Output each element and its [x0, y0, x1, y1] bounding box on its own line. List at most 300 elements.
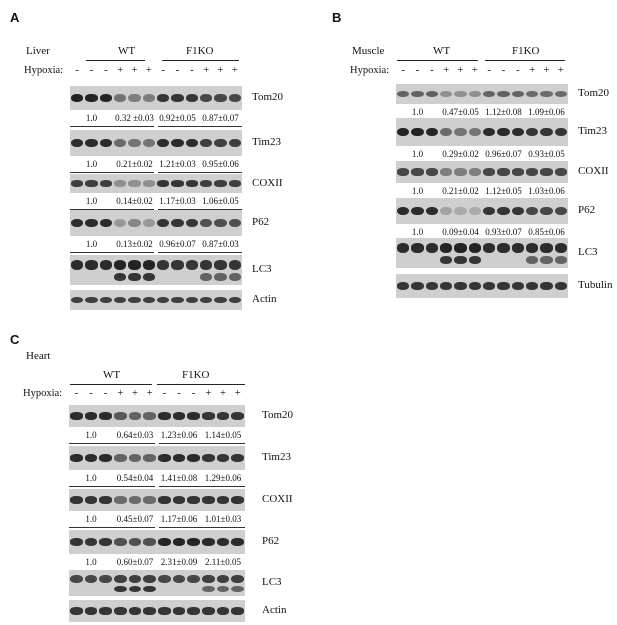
blot-band — [512, 168, 524, 175]
blot-band — [526, 91, 538, 97]
blot-strip-tim23 — [69, 446, 245, 470]
hypoxia-sign: - — [401, 65, 405, 76]
blot-band — [70, 454, 83, 462]
group-underline-wt — [70, 384, 152, 385]
quant-value: 2.31±0.09 — [160, 557, 198, 567]
quant-value: 0.14±0.02 — [116, 196, 153, 206]
blot-band — [85, 496, 98, 503]
blot-band — [454, 168, 466, 175]
group-underline-f1ko — [485, 60, 565, 61]
blot-band-lower — [555, 256, 567, 264]
blot-strip-coxii — [69, 489, 245, 511]
blot-band — [157, 297, 169, 303]
panel-letter: A — [10, 10, 20, 25]
blot-strip-tom20 — [69, 405, 245, 427]
blot-band-lower — [202, 586, 215, 593]
blot-band — [512, 91, 524, 97]
group-underline-f1ko — [157, 384, 245, 385]
protein-label: LC3 — [252, 263, 272, 275]
blot-band — [85, 297, 97, 303]
blot-band — [440, 282, 452, 290]
blot-band — [171, 219, 183, 227]
blot-band — [426, 128, 438, 137]
blot-band — [143, 260, 155, 270]
quant-value: 0.87±0.07 — [202, 113, 239, 123]
quant-value: 0.09±0.04 — [442, 227, 479, 237]
blot-band — [143, 219, 155, 227]
blot-strip-tubulin — [396, 274, 568, 298]
blot-band — [85, 412, 98, 419]
quant-value: 0.64±0.03 — [116, 430, 154, 440]
hypoxia-sign: - — [162, 388, 167, 399]
blot-band — [100, 260, 112, 270]
blot-band — [128, 219, 140, 227]
blot-band — [187, 575, 200, 583]
blot-band — [540, 243, 552, 253]
blot-band — [173, 412, 186, 419]
blot-band — [114, 412, 127, 419]
blot-band — [231, 575, 244, 583]
blot-band — [231, 454, 244, 462]
blot-band-lower — [217, 586, 230, 593]
blot-band — [200, 297, 212, 303]
quant-value: 1.29±0.06 — [204, 473, 242, 483]
quant-value: 0.96±0.07 — [485, 149, 522, 159]
quant-value: 0.45±0.07 — [116, 514, 154, 524]
blot-band — [114, 538, 127, 546]
blot-band — [71, 297, 83, 303]
blot-band — [100, 180, 112, 186]
blot-band — [114, 297, 126, 303]
protein-label: COXII — [252, 176, 283, 189]
hypoxia-sign: - — [89, 65, 94, 76]
blot-band — [214, 139, 226, 147]
quant-value: 1.0 — [85, 196, 98, 206]
blot-band — [229, 297, 241, 303]
blot-band — [143, 412, 156, 419]
blot-band — [426, 282, 438, 290]
blot-band-lower — [114, 586, 127, 593]
group-underline-wt — [86, 60, 145, 61]
blot-band — [70, 575, 83, 583]
hypoxia-sign: - — [89, 388, 93, 399]
blot-band — [85, 260, 97, 270]
blot-band-lower — [469, 256, 481, 264]
quant-value: 1.0 — [85, 514, 97, 524]
blot-band — [186, 260, 198, 270]
blot-strip-p62 — [396, 198, 568, 224]
blot-band — [85, 94, 97, 102]
blot-band — [128, 180, 140, 186]
blot-band — [397, 91, 409, 97]
blot-band — [129, 496, 142, 503]
blot-band — [128, 139, 140, 147]
blot-band — [555, 243, 567, 253]
hypoxia-sign: + — [220, 388, 226, 399]
blot-band — [217, 575, 230, 583]
quant-underline — [70, 172, 154, 173]
blot-band — [231, 496, 244, 503]
blot-band — [426, 168, 438, 175]
tissue-label: Liver — [26, 45, 50, 57]
blot-band — [202, 454, 215, 462]
quant-underline — [159, 527, 245, 528]
hypoxia-sign: + — [443, 65, 450, 76]
quant-value: 1.0 — [411, 186, 424, 196]
blot-band — [512, 243, 524, 253]
quant-value: 1.0 — [85, 557, 97, 567]
quant-value: 1.03±0.06 — [528, 186, 565, 196]
blot-band — [200, 180, 212, 186]
blot-band — [71, 94, 83, 102]
blot-band — [85, 538, 98, 546]
protein-label: Tim23 — [578, 125, 607, 137]
blot-band — [157, 180, 169, 186]
blot-band — [143, 94, 155, 102]
quant-value: 1.0 — [85, 239, 98, 249]
blot-band — [85, 139, 97, 147]
quant-value: 0.47±0.05 — [442, 107, 479, 117]
quant-value: 1.0 — [411, 107, 424, 117]
quant-value: 0.96±0.07 — [159, 239, 196, 249]
blot-band — [202, 575, 215, 583]
quant-underline — [158, 172, 242, 173]
quant-value: 1.17±0.03 — [159, 196, 196, 206]
blot-band — [157, 139, 169, 147]
group-label-f1ko: F1KO — [186, 45, 214, 57]
blot-band — [143, 496, 156, 503]
hypoxia-sign: + — [131, 65, 138, 76]
quant-value: 0.29±0.02 — [442, 149, 479, 159]
blot-band — [114, 139, 126, 147]
blot-band — [186, 180, 198, 186]
blot-band — [217, 496, 230, 503]
quant-value: 1.0 — [411, 149, 424, 159]
blot-band — [143, 454, 156, 462]
blot-band — [512, 128, 524, 137]
blot-band — [143, 139, 155, 147]
blot-band — [114, 260, 126, 270]
blot-band — [143, 607, 156, 614]
quant-underline — [70, 252, 154, 253]
quant-value: 0.93±0.07 — [485, 227, 522, 237]
quant-value: 1.14±0.05 — [204, 430, 242, 440]
protein-label: Tim23 — [252, 136, 281, 148]
blot-band-lower — [440, 256, 452, 264]
blot-strip-tim23 — [396, 118, 568, 146]
blot-band — [129, 412, 142, 419]
group-label-f1ko: F1KO — [182, 369, 210, 381]
quant-value: 0.95±0.06 — [202, 159, 239, 169]
blot-band — [158, 575, 171, 583]
blot-band — [483, 91, 495, 97]
blot-band — [397, 207, 409, 215]
blot-band-lower — [143, 586, 156, 593]
quant-underline — [158, 252, 242, 253]
quant-value: 0.32 ±0.03 — [115, 113, 154, 123]
blot-strip-p62 — [69, 530, 245, 554]
blot-band — [229, 139, 241, 147]
quant-value: 1.41±0.08 — [160, 473, 198, 483]
blot-strip-actin — [70, 290, 242, 310]
hypoxia-sign: - — [74, 388, 79, 399]
group-underline-f1ko — [162, 60, 239, 61]
protein-label: P62 — [262, 535, 280, 547]
hypoxia-sign: + — [205, 388, 212, 399]
blot-band — [526, 243, 538, 253]
hypoxia-sign: + — [145, 65, 152, 76]
blot-band — [171, 180, 183, 186]
blot-band — [483, 128, 495, 137]
blot-band — [397, 243, 409, 253]
blot-band — [128, 260, 140, 270]
quant-value: 0.21±0.02 — [116, 159, 153, 169]
blot-band — [186, 139, 198, 147]
blot-band — [411, 168, 423, 175]
blot-band — [157, 260, 169, 270]
blot-band — [99, 454, 112, 462]
hypoxia-sign: - — [103, 388, 108, 399]
blot-band — [229, 94, 241, 102]
blot-band-lower — [129, 586, 142, 593]
blot-band — [71, 260, 83, 270]
blot-band — [540, 128, 552, 137]
blot-band — [217, 538, 230, 546]
blot-band — [526, 282, 538, 290]
blot-band — [426, 243, 438, 253]
hypoxia-sign: + — [529, 65, 536, 76]
blot-band — [186, 219, 198, 227]
blot-band — [512, 207, 524, 215]
blot-band — [85, 180, 97, 186]
blot-band — [85, 575, 98, 583]
blot-band — [129, 538, 142, 546]
blot-strip-lc3 — [69, 570, 245, 596]
quant-value: 1.21±0.03 — [159, 159, 196, 169]
blot-band — [143, 180, 155, 186]
blot-band — [469, 282, 481, 290]
blot-band — [114, 94, 126, 102]
hypoxia-sign: - — [501, 65, 506, 76]
panel-letter: C — [10, 332, 20, 347]
blot-band — [526, 207, 538, 215]
protein-label: Tom20 — [578, 87, 610, 99]
protein-label: Tubulin — [578, 279, 613, 291]
blot-band — [231, 538, 244, 546]
blot-band — [70, 412, 83, 419]
blot-band — [70, 496, 83, 503]
protein-label: Actin — [252, 293, 277, 305]
quant-underline — [69, 486, 155, 487]
blot-band — [440, 243, 452, 253]
blot-band — [483, 168, 495, 175]
quant-value: 1.0 — [85, 473, 97, 483]
blot-band — [397, 282, 409, 290]
blot-band — [70, 538, 83, 546]
blot-strip-tom20 — [396, 84, 568, 104]
hypoxia-sign: + — [132, 388, 138, 399]
blot-band — [200, 139, 212, 147]
hypoxia-sign: + — [146, 388, 153, 399]
blot-band — [426, 207, 438, 215]
blot-band — [483, 282, 495, 290]
blot-band — [512, 282, 524, 290]
blot-band — [411, 91, 423, 97]
quant-value: 0.60±0.07 — [116, 557, 154, 567]
blot-band — [411, 282, 423, 290]
blot-band — [411, 128, 423, 137]
blot-band — [214, 94, 226, 102]
blot-band — [158, 496, 171, 503]
blot-band — [454, 128, 466, 137]
blot-band — [200, 260, 212, 270]
quant-underline — [158, 126, 242, 127]
blot-band — [85, 219, 97, 227]
blot-strip-p62 — [70, 210, 242, 236]
blot-band — [129, 454, 142, 462]
blot-band — [497, 207, 509, 215]
blot-band — [85, 454, 98, 462]
blot-band — [187, 454, 200, 462]
quant-underline — [159, 486, 245, 487]
blot-band — [526, 168, 538, 175]
blot-band — [555, 282, 567, 290]
quant-value: 1.0 — [85, 430, 97, 440]
protein-label: P62 — [252, 216, 270, 228]
blot-band-lower — [200, 273, 212, 281]
group-label-f1ko: F1KO — [512, 45, 540, 57]
blot-strip-coxii — [70, 174, 242, 193]
protein-label: P62 — [578, 204, 596, 216]
blot-band — [100, 219, 112, 227]
blot-band — [540, 207, 552, 215]
blot-band — [143, 297, 155, 303]
hypoxia-sign: - — [190, 65, 194, 76]
group-label-wt: WT — [433, 45, 451, 57]
blot-band — [555, 207, 567, 215]
blot-band — [497, 243, 509, 253]
blot-strip-lc3 — [70, 255, 242, 285]
blot-band — [171, 139, 183, 147]
hypoxia-sign: + — [234, 388, 241, 399]
blot-band — [186, 94, 198, 102]
hypoxia-sign: + — [203, 65, 210, 76]
blot-band — [158, 454, 171, 462]
blot-band-lower — [229, 273, 241, 281]
blot-band-lower — [114, 273, 126, 281]
blot-band — [71, 180, 83, 186]
quant-value: 1.12±0.05 — [485, 186, 522, 196]
blot-band — [540, 168, 552, 175]
blot-band — [217, 412, 230, 419]
blot-band — [202, 412, 215, 419]
blot-band — [128, 297, 140, 303]
hypoxia-sign: - — [175, 65, 180, 76]
hypoxia-sign: - — [75, 65, 79, 76]
blot-band — [540, 91, 552, 97]
quant-value: 0.21±0.02 — [442, 186, 479, 196]
blot-band — [440, 207, 452, 215]
blot-band — [171, 260, 183, 270]
hypoxia-sign: + — [557, 65, 564, 76]
blot-band — [483, 207, 495, 215]
blot-band — [173, 538, 186, 546]
blot-band — [70, 607, 83, 614]
blot-band — [128, 94, 140, 102]
blot-band — [202, 538, 215, 546]
blot-band — [214, 260, 226, 270]
blot-strip-coxii — [396, 161, 568, 183]
blot-band — [483, 243, 495, 253]
blot-band — [99, 575, 112, 583]
quant-underline — [159, 443, 245, 444]
tissue-label: Muscle — [352, 45, 385, 57]
blot-band — [187, 607, 200, 614]
blot-band — [229, 260, 241, 270]
blot-strip-actin — [69, 600, 245, 622]
hypoxia-sign: - — [516, 65, 520, 76]
protein-label: LC3 — [578, 246, 598, 258]
protein-label: COXII — [262, 493, 293, 505]
quant-value: 0.54±0.04 — [116, 473, 154, 483]
blot-band — [114, 219, 126, 227]
group-label-wt: WT — [118, 45, 136, 57]
quant-underline — [70, 126, 154, 127]
quant-value: 1.06±0.05 — [202, 196, 239, 206]
hypoxia-sign: + — [471, 65, 478, 76]
blot-band-lower — [526, 256, 538, 264]
blot-band — [397, 168, 409, 175]
protein-label: Tim23 — [262, 451, 291, 463]
group-label-wt: WT — [103, 369, 121, 381]
protein-label: Tom20 — [252, 91, 284, 103]
hypoxia-sign: - — [430, 65, 434, 76]
blot-band — [173, 496, 186, 503]
blot-band — [214, 180, 226, 186]
blot-band — [497, 91, 509, 97]
blot-band — [200, 219, 212, 227]
blot-band — [202, 496, 215, 503]
blot-band — [469, 91, 481, 97]
quant-underline — [69, 443, 155, 444]
quant-value: 1.01±0.03 — [204, 514, 242, 524]
blot-band — [469, 243, 481, 253]
blot-band — [411, 243, 423, 253]
blot-band — [555, 128, 567, 137]
blot-band — [469, 207, 481, 215]
blot-band — [157, 94, 169, 102]
hypoxia-sign: - — [161, 65, 165, 76]
hypoxia-label: Hypoxia: — [24, 65, 64, 76]
blot-band — [555, 91, 567, 97]
blot-band — [217, 607, 230, 614]
hypoxia-sign: + — [231, 65, 238, 76]
hypoxia-label: Hypoxia: — [23, 388, 63, 399]
blot-band — [114, 496, 127, 503]
blot-band — [157, 219, 169, 227]
blot-band — [85, 607, 98, 614]
blot-band — [469, 128, 481, 137]
blot-band-lower — [454, 256, 466, 264]
blot-band — [454, 243, 466, 253]
blot-band — [214, 219, 226, 227]
blot-band-lower — [214, 273, 226, 281]
blot-band — [231, 412, 244, 419]
blot-strip-tom20 — [70, 86, 242, 110]
blot-band — [143, 538, 156, 546]
hypoxia-sign: + — [457, 65, 464, 76]
blot-band — [158, 607, 171, 614]
